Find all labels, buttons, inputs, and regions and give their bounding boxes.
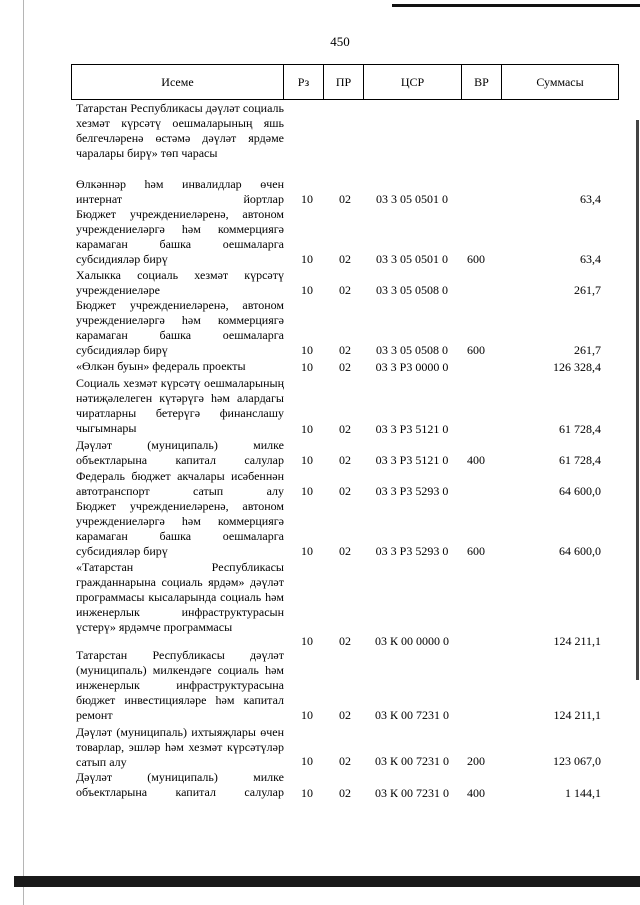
header-csr: ЦСР bbox=[364, 65, 462, 99]
row-rz: 10 bbox=[301, 360, 313, 374]
row-rz: 10 bbox=[301, 754, 313, 768]
row-vr bbox=[462, 422, 490, 437]
row-pr: 02 bbox=[339, 252, 351, 266]
row-csr: 03 3 05 0508 0 bbox=[376, 283, 448, 297]
row-sum: 123 067,0 bbox=[553, 754, 601, 768]
row-vr: 600 bbox=[467, 544, 485, 558]
row-vr: 600 bbox=[467, 252, 485, 266]
row-csr: 03 К 00 7231 0 bbox=[374, 754, 449, 768]
header-rz: Рз bbox=[284, 65, 324, 99]
row-sum: 124 211,1 bbox=[553, 708, 601, 722]
row-csr: 03 3 Р3 5293 0 bbox=[375, 544, 449, 558]
row-sum: 64 600,0 bbox=[559, 544, 601, 558]
row-vr: 400 bbox=[467, 453, 485, 467]
row-vr bbox=[462, 708, 490, 723]
row-name: Дәүләт (муниципаль) милке объектларына капитал салулар bbox=[76, 438, 284, 467]
row-vr: 200 bbox=[467, 754, 485, 768]
row-pr: 02 bbox=[339, 754, 351, 768]
row-csr: 03 К 00 7231 0 bbox=[374, 708, 449, 722]
right-scan-edge bbox=[636, 120, 639, 680]
row-name: Дәүләт (муниципаль) ихтыяҗлары өчен товарлар, эшләр һәм хезмәт күрсәтүләр сатып алу bbox=[76, 725, 284, 769]
row-name: Бюджет учреждениеләренә, автоном учреждениеләргә һәм коммерциягә карамаган башка оешмаларга субсидияләр бирү bbox=[76, 499, 284, 558]
row-name: Социаль хезмәт күрсәтү оешмаларының нәтиҗәлелеген күтәрүгә һәм алардагы чиратларны бетерүгә финанслашу чыгымнары bbox=[76, 376, 284, 435]
row-csr: 03 3 05 0501 0 bbox=[376, 252, 448, 266]
row-sum: 63,4 bbox=[580, 192, 601, 206]
row-name: Татарстан Республикасы дәүләт социаль хезмәт күрсәтү оешмаларының яшь белгечләренә өстәмә дәүләт ярдәме чаралары бирү» төп чарасы bbox=[76, 101, 284, 160]
row-pr: 02 bbox=[339, 360, 351, 374]
row-csr: 03 3 Р3 0000 0 bbox=[375, 360, 449, 374]
row-rz: 10 bbox=[301, 252, 313, 266]
row-rz: 10 bbox=[301, 786, 313, 800]
top-scan-rule bbox=[392, 4, 640, 7]
header-vr: ВР bbox=[462, 65, 502, 99]
row-pr: 02 bbox=[339, 786, 351, 800]
row-name: Федераль бюджет акчалары исәбеннән автотранспорт сатып алу bbox=[76, 469, 284, 498]
row-pr: 02 bbox=[339, 544, 351, 558]
row-vr bbox=[462, 484, 490, 499]
row-pr: 02 bbox=[339, 453, 351, 467]
row-rz: 10 bbox=[301, 422, 313, 436]
row-name: Өлкәннәр һәм инвалидлар өчен интернат йортлар bbox=[76, 177, 284, 206]
row-name: Татарстан Республикасы дәүләт (муниципаль) милкендәге социаль һәм инженерлык инфраструктурасына бюджет инвестицияләре һәм капитал ремонт bbox=[76, 648, 284, 722]
row-sum: 261,7 bbox=[574, 343, 601, 357]
row-vr bbox=[462, 283, 490, 298]
row-vr bbox=[462, 634, 490, 649]
row-sum: 124 211,1 bbox=[553, 634, 601, 648]
row-sum: 61 728,4 bbox=[559, 422, 601, 436]
row-sum: 63,4 bbox=[580, 252, 601, 266]
row-csr: 03 3 Р3 5121 0 bbox=[375, 422, 449, 436]
row-name: Бюджет учреждениеләренә, автоном учреждениеләргә һәм коммерциягә карамаган башка оешмаларга субсидияләр бирү bbox=[76, 298, 284, 357]
row-rz: 10 bbox=[301, 544, 313, 558]
row-rz: 10 bbox=[301, 484, 313, 498]
row-pr: 02 bbox=[339, 192, 351, 206]
row-rz: 10 bbox=[301, 453, 313, 467]
row-csr: 03 К 00 7231 0 bbox=[374, 786, 449, 800]
row-rz: 10 bbox=[301, 283, 313, 297]
left-scan-edge bbox=[23, 0, 24, 905]
row-csr: 03 3 05 0508 0 bbox=[376, 343, 448, 357]
row-name: «Өлкән буын» федераль проекты bbox=[76, 359, 246, 373]
header-pr: ПР bbox=[324, 65, 364, 99]
row-pr: 02 bbox=[339, 708, 351, 722]
row-pr: 02 bbox=[339, 484, 351, 498]
row-pr: 02 bbox=[339, 343, 351, 357]
row-sum: 61 728,4 bbox=[559, 453, 601, 467]
row-vr bbox=[462, 192, 490, 207]
row-sum: 126 328,4 bbox=[553, 360, 601, 374]
row-vr: 400 bbox=[467, 786, 485, 800]
row-vr: 600 bbox=[467, 343, 485, 357]
row-csr: 03 3 05 0501 0 bbox=[376, 192, 448, 206]
row-rz: 10 bbox=[301, 708, 313, 722]
row-csr: 03 3 Р3 5121 0 bbox=[375, 453, 449, 467]
row-pr: 02 bbox=[339, 283, 351, 297]
bottom-scan-bar bbox=[14, 876, 640, 887]
row-csr: 03 К 00 0000 0 bbox=[374, 634, 449, 648]
row-name: Халыкка социаль хезмәт күрсәтү учреждениеләре bbox=[76, 268, 284, 297]
header-sum: Суммасы bbox=[536, 75, 584, 89]
row-sum: 64 600,0 bbox=[559, 484, 601, 498]
row-sum: 1 144,1 bbox=[565, 786, 601, 800]
row-sum: 261,7 bbox=[574, 283, 601, 297]
row-name: Бюджет учреждениеләренә, автоном учреждениеләргә һәм коммерциягә карамаган башка оешмаларга субсидияләр бирү bbox=[76, 207, 284, 266]
row-rz: 10 bbox=[301, 343, 313, 357]
row-rz: 10 bbox=[301, 634, 313, 648]
row-csr: 03 3 Р3 5293 0 bbox=[375, 484, 449, 498]
page-number: 450 bbox=[330, 34, 350, 49]
row-rz: 10 bbox=[301, 192, 313, 206]
row-name: Дәүләт (муниципаль) милке объектларына капитал салулар bbox=[76, 770, 284, 799]
table-header bbox=[71, 64, 619, 100]
row-pr: 02 bbox=[339, 422, 351, 436]
row-pr: 02 bbox=[339, 634, 351, 648]
row-name: «Татарстан Республикасы гражданнарына социаль ярдәм» дәүләт программасы кысаларында социаль һәм инженерлык инфраструктурасын үстерү» ярдәмче программасы bbox=[76, 560, 284, 634]
row-vr bbox=[462, 360, 490, 375]
header-name: Исеме bbox=[72, 65, 284, 99]
